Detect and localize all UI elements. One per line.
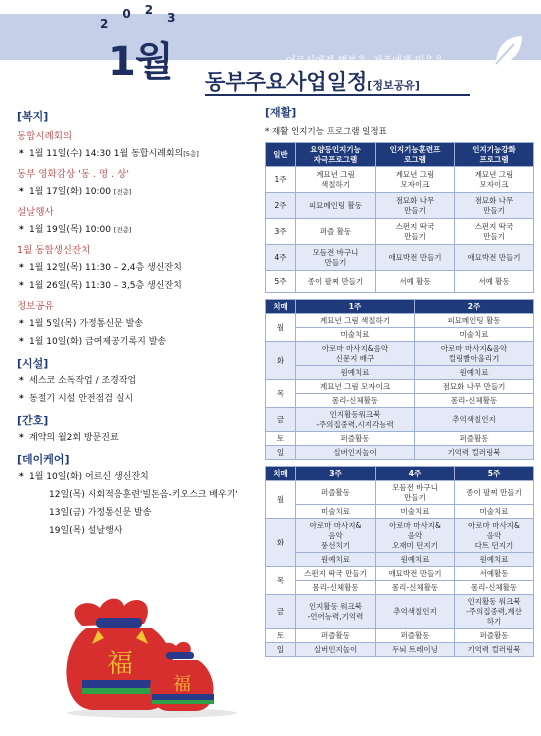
slogan: 어르신에겐 행복을, 가족에겐 믿음을 [286, 56, 444, 67]
dementia-weeks-1-2-table [265, 299, 534, 460]
week-cell: 5주 [266, 271, 296, 293]
table-row [266, 328, 534, 342]
table-cell: 피묘메인팅 활동 [415, 314, 534, 328]
list-item [17, 333, 257, 351]
item-text: 세스코 소독작업 / 조경작업 [29, 376, 137, 386]
day-cell: 금 [266, 595, 296, 629]
item-text: 1월 12일(목) 11:30 – 2,4층 생신잔치 [29, 263, 182, 273]
item-text: 1월 11일(수) 14:30 1월 동합시례회의 [29, 149, 184, 159]
day-cell: 목 [266, 567, 296, 595]
table-cell: 피묘메인팅 활동 [296, 193, 376, 219]
table-cell: 원예치료 [455, 553, 534, 567]
table-cell: 원예치료 [376, 553, 455, 567]
year-digit: 0 [122, 7, 145, 21]
list-item [17, 315, 257, 333]
table-cell: 종이 팔찌 만들기 [455, 481, 534, 505]
list-item [17, 277, 257, 295]
table-row [266, 394, 534, 408]
table-row [266, 519, 534, 553]
table-row [266, 567, 534, 581]
table-cell: 아로마 마사지& 음악 다트 던지기 [455, 519, 534, 553]
table-cell: 아로마 마사지& 음악 풍선치기 [296, 519, 376, 553]
table-header-row [266, 143, 534, 167]
month-label: 1월 [108, 39, 173, 85]
day-cell: 금 [266, 408, 296, 432]
table-cell: 계묘년 그림 색칠하기 [296, 167, 376, 193]
bag-char: 福 [106, 649, 134, 679]
item-note: [5층] [183, 150, 199, 158]
table-row [266, 271, 534, 293]
list-item: 19일(목) 설날행사 [49, 526, 123, 536]
table-row [266, 505, 534, 519]
day-cell: 일 [266, 643, 296, 657]
item-note: [전층] [113, 226, 132, 234]
table-cell: 원예치료 [296, 366, 415, 380]
bullet: * [19, 394, 24, 404]
left-column [17, 104, 257, 540]
table-cell: 모듬전 바구니 만들기 [376, 481, 455, 505]
table-cell: 서예 활동 [376, 271, 455, 293]
title-text: 동부주요사업일정 [205, 70, 368, 94]
year-digit: 2 [144, 3, 168, 17]
column-header: 5주 [455, 467, 534, 481]
day-cell: 토 [266, 432, 296, 446]
table-row [266, 446, 534, 460]
table-cell: 미술치료 [296, 328, 415, 342]
table-row [266, 432, 534, 446]
table-cell: 인지활동 워크북 -언어능력,기억력 [296, 595, 376, 629]
table-cell: 계묘년 그림 모자이크 [296, 380, 415, 394]
list-item [17, 183, 257, 201]
leaf-icon [488, 30, 528, 70]
year-label [100, 3, 210, 29]
list-item [17, 221, 257, 239]
day-cell: 일 [266, 446, 296, 460]
table-cell: 몸리-신체활동 [415, 394, 534, 408]
column-header: 4주 [376, 467, 455, 481]
column-header: 치매 [266, 467, 296, 481]
bullet: * [19, 376, 24, 386]
bag-char: 福 [173, 674, 191, 695]
bullet: * [19, 472, 24, 482]
list-item [17, 259, 257, 277]
list-item: 12일(목) 시회적응훈련'빌돈음-키오스크 배우기' [49, 490, 238, 500]
item-text: 1월 5일(목) 가정통신문 발송 [29, 319, 143, 329]
table-cell: 점묘화 나무 만들기 [376, 193, 455, 219]
table-cell: 서예 활동 [455, 271, 534, 293]
table-cell: 몸리-신체활동 [376, 581, 455, 595]
table-cell: 애묘박전 만들기 [455, 245, 534, 271]
item-text: 1월 26일(목) 11:30 – 3,5층 생신잔치 [29, 281, 182, 291]
table-cell: 미술치료 [376, 505, 455, 519]
year-digit: 3 [167, 11, 190, 25]
day-cell: 월 [266, 481, 296, 519]
subheading: 설날행사 [17, 207, 54, 218]
table-cell: 두뇌 트레이닝 [376, 643, 455, 657]
week-cell: 1주 [266, 167, 296, 193]
column-header: 일반 [266, 143, 296, 167]
table-cell: 퍼즐활동 [296, 432, 415, 446]
column-header: 3주 [296, 467, 376, 481]
column-header: 인지기능훈련프 로그램 [376, 143, 455, 167]
section-heading: [재활] [265, 106, 297, 119]
table-row [266, 629, 534, 643]
table-cell: 애묘박전 만들기 [376, 567, 455, 581]
subheading: 동합시례회의 [17, 131, 73, 142]
table-cell: 기억력 컬러링북 [415, 446, 534, 460]
table-cell: 모듬전 바구니 만들기 [296, 245, 376, 271]
table-cell: 미술치료 [455, 505, 534, 519]
table-cell: 추억색칠인지 [376, 595, 455, 629]
table-cell: 스펀지 딱국 만들기 [455, 219, 534, 245]
item-text: 1월 19일(목) 10:00 [29, 225, 111, 235]
table-cell: 아로마 마사지& 음악 오재미 던지기 [376, 519, 455, 553]
table-cell: 아로마 마사지&음악 컬링빨아올리기 [415, 342, 534, 366]
table-cell: 몸리-신체활동 [296, 394, 415, 408]
title-sub: [정보공유] [367, 79, 420, 92]
table-row [266, 481, 534, 505]
table-cell: 실버인지놀이 [296, 643, 376, 657]
table-cell: 실버인지놀이 [296, 446, 415, 460]
day-cell: 목 [266, 380, 296, 408]
table-row [266, 408, 534, 432]
item-text: 1월 17일(화) 10:00 [29, 187, 111, 197]
bullet: * [19, 319, 24, 329]
table-cell: 추억색칠인지 [415, 408, 534, 432]
table-cell: 점묘화 나무 만들기 [415, 380, 534, 394]
table-cell: 퍼즐활동 [296, 481, 376, 505]
week-cell: 3주 [266, 219, 296, 245]
week-cell: 4주 [266, 245, 296, 271]
week-cell: 2주 [266, 193, 296, 219]
table-row [266, 245, 534, 271]
table-cell: 퍼즐활동 [415, 432, 534, 446]
table-row [266, 167, 534, 193]
right-column [265, 104, 533, 657]
table-cell: 몸리-신체활동 [296, 581, 376, 595]
table-row [266, 342, 534, 366]
table-cell: 아로마 마사지&음악 신문지 배구 [296, 342, 415, 366]
table-row [266, 193, 534, 219]
list-item [17, 145, 257, 163]
list-item [17, 390, 257, 408]
table-cell: 퍼즐 활동 [296, 219, 376, 245]
list-item [17, 429, 257, 447]
list-item [17, 372, 257, 390]
table-caption: * 재활 인지기능 프로그램 일정표 [265, 127, 387, 137]
subheading: 동부 영화감상 '동 . 영 . 상' [17, 169, 129, 180]
table-row [266, 380, 534, 394]
page-title [205, 66, 420, 96]
subheading: 1월 동합생신잔치 [17, 245, 91, 256]
table-cell: 서예활동 [455, 567, 534, 581]
year-digit: 2 [100, 17, 123, 31]
table-cell: 몸리-신체활동 [455, 581, 534, 595]
table-cell: 퍼즐활동 [296, 629, 376, 643]
day-cell: 월 [266, 314, 296, 342]
bullet: * [19, 149, 24, 159]
table-cell: 미술치료 [415, 328, 534, 342]
table-cell: 인지활동 워크북 -주의집중력,계산 하기 [455, 595, 534, 629]
day-cell: 토 [266, 629, 296, 643]
table-cell: 원예치료 [415, 366, 534, 380]
bullet: * [19, 433, 24, 443]
table-cell: 퍼즐활동 [455, 629, 534, 643]
section-heading: [간호] [17, 414, 49, 427]
table-row [266, 581, 534, 595]
table-header-row [266, 467, 534, 481]
bullet: * [19, 187, 24, 197]
title-underline [205, 94, 470, 96]
list-item: 13일(금) 가정통신문 발송 [49, 508, 152, 518]
dementia-weeks-3-5-table [265, 466, 534, 657]
bullet: * [19, 225, 24, 235]
column-header: 치매 [266, 300, 296, 314]
table-row [266, 553, 534, 567]
subheading: 정보공유 [17, 301, 54, 312]
table-row [266, 314, 534, 328]
table-cell: 원예치료 [296, 553, 376, 567]
table-row [266, 219, 534, 245]
item-note: [전층] [113, 188, 132, 196]
table-row [266, 643, 534, 657]
day-cell: 화 [266, 519, 296, 567]
table-row [266, 595, 534, 629]
lucky-bag-illustration [52, 568, 242, 718]
table-cell: 계묘년 그림 색칠하기 [296, 314, 415, 328]
column-header: 2주 [415, 300, 534, 314]
bullet: * [19, 263, 24, 273]
table-cell: 미술치료 [296, 505, 376, 519]
bullet: * [19, 281, 24, 291]
section-heading: [복지] [17, 110, 49, 123]
table-cell: 기억력 컬러링북 [455, 643, 534, 657]
table-cell: 계묘년 그림 모자이크 [455, 167, 534, 193]
day-cell: 화 [266, 342, 296, 380]
section-heading: [데이케어] [17, 453, 70, 466]
column-header: 1주 [296, 300, 415, 314]
cognitive-program-table [265, 142, 534, 293]
item-text: 1월 10일(화) 어르신 생신잔치 [29, 472, 149, 482]
table-cell: 스펀지 딱국 만들기 [296, 567, 376, 581]
section-heading: [시설] [17, 357, 49, 370]
table-cell: 계묘년 그림 모자이크 [376, 167, 455, 193]
table-cell: 퍼즐활동 [376, 629, 455, 643]
item-text: 동절기 시설 안전점검 실시 [29, 394, 134, 404]
item-text: 1월 10일(화) 급여제공기록지 발송 [29, 337, 167, 347]
table-cell: 애묘박전 만들기 [376, 245, 455, 271]
table-header-row [266, 300, 534, 314]
table-row [266, 366, 534, 380]
list-item [17, 468, 257, 486]
item-text: 계약의 월2회 방문진료 [29, 433, 119, 443]
bullet: * [19, 337, 24, 347]
table-cell: 인지활동워크북 -주의집중력,시지각능력 [296, 408, 415, 432]
table-cell: 스펀지 딱국 만들기 [376, 219, 455, 245]
table-cell: 종이 팔찌 만들기 [296, 271, 376, 293]
column-header: 인지기능강화 프로그램 [455, 143, 534, 167]
table-cell: 점묘화 나무 만들기 [455, 193, 534, 219]
column-header: 요양등인지기능 자극프로그램 [296, 143, 376, 167]
